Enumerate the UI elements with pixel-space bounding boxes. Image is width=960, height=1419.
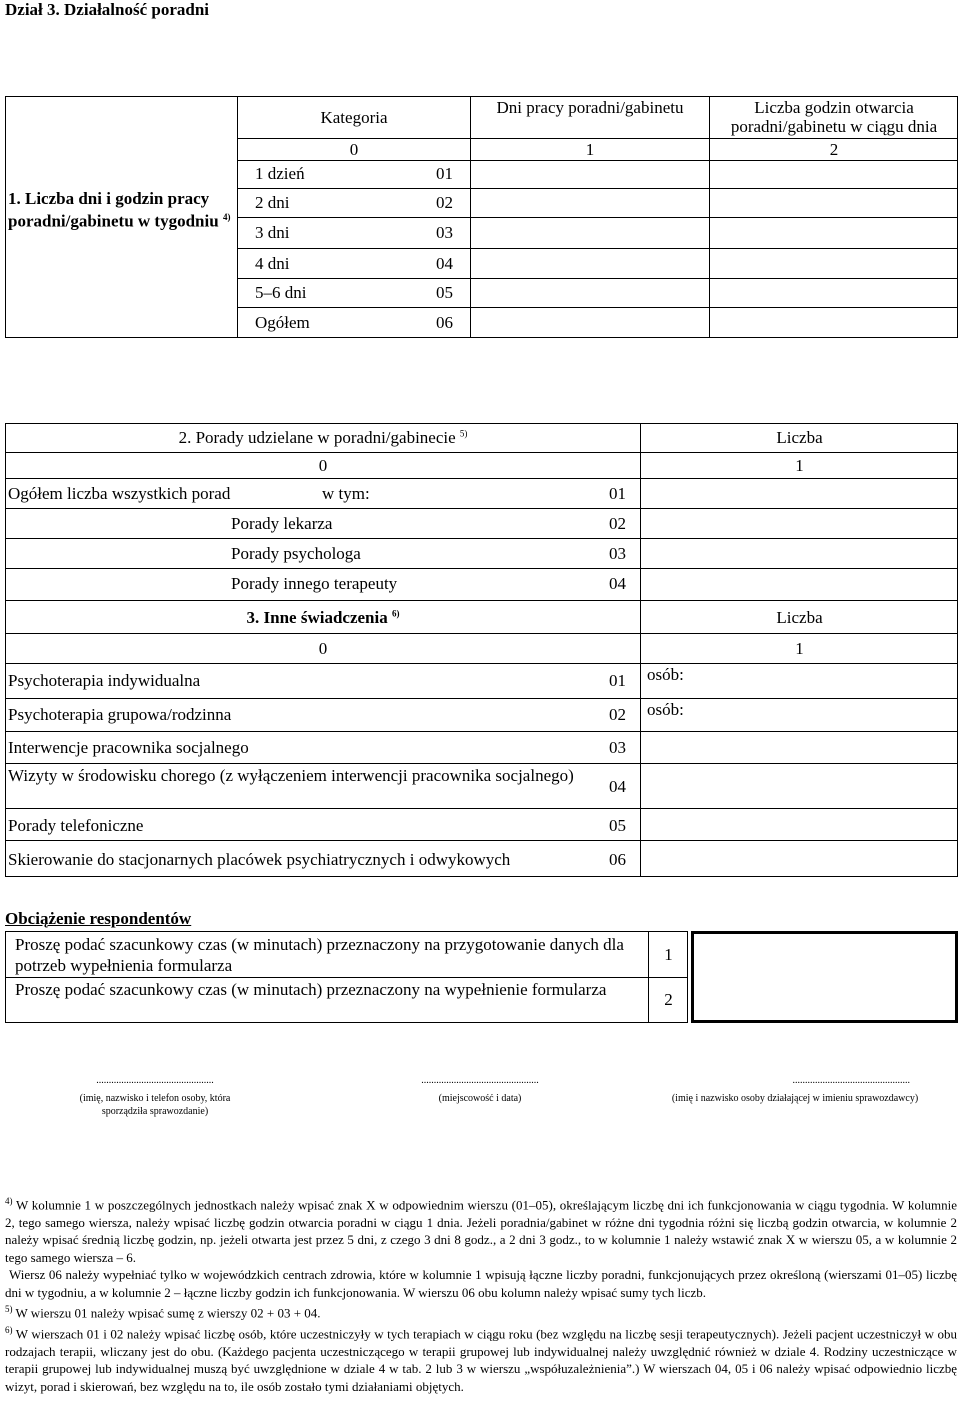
footnote: $^{5)}$ W wierszu 01 należy wpisać sumę z wierszy 02 + 03 + 04. (5, 1304, 321, 1321)
row-code: 04 (609, 574, 626, 593)
signature-line: ............................................... (421, 1075, 539, 1086)
col-number-1: 1 (795, 456, 804, 475)
burden-row-label: Proszę podać szacunkowy czas (w minutach) przeznaczony na wypełnienie formularza (15, 980, 607, 999)
row-wtym: w tym: (322, 484, 370, 503)
row-code: 06 (436, 313, 453, 332)
row-label: Ogółem liczba wszystkich porad (8, 484, 231, 503)
row-label: Porady telefoniczne (8, 816, 144, 835)
row-code: 04 (609, 777, 626, 796)
row-code: 02 (436, 193, 453, 212)
footnote: $^{4)}$ W kolumnie 1 w poszczególnych jednostkach należy wpisać znak X w odpowiednim wierszu (01–05), określającym liczbę dni ich funkcjonowania w ciągu tygodnia. W kolumnie 2, tego samego wiersza, należy wpisać liczbę godzin otwarcia poradni w ciągu 1 dnia. Jeżeli poradnia/gabinet w różne dni tygodnia różni się liczbą godzin otwarcia, w kolumnie 2 należy wpisać średnią liczbę godzin, np. jeżeli otwarta jest przez 5 dni, z czego 3 dni 8 godz., a 2 dni 3 godz., to w kolumnie 1 należy wstawić znak X w wierszu 05, a w kolumnie 2 tego samego wiersza – 6. (5, 1196, 957, 1265)
row-code: 03 (436, 223, 453, 242)
row-code: 02 (609, 705, 626, 724)
burden-title: Obciążenie respondentów (5, 909, 192, 928)
col-number-2: 2 (829, 140, 839, 159)
row-label: Interwencje pracownika socjalnego (8, 738, 249, 757)
col-number-0: 0 (318, 639, 328, 658)
signature-representative[interactable] (640, 1075, 950, 1105)
section1-title: 1. Liczba dni i godzin pracy poradni/gabinetu w tygodniu $^{4)}$ (8, 189, 231, 231)
row-code: 05 (609, 816, 626, 835)
col-number-0: 0 (349, 140, 359, 159)
row-code: 06 (609, 850, 626, 869)
signature-caption: (miejscowość i data) (438, 1093, 522, 1104)
row-label: Skierowanie do stacjonarnych placówek psychiatrycznych i odwykowych (8, 850, 511, 869)
row-code: 01 (436, 164, 453, 183)
signature-caption: (imię, nazwisko i telefon osoby, która sporządziła sprawozdanie) (79, 1093, 231, 1117)
signature-line: ............................................... (96, 1075, 214, 1086)
burden-row-code: 1 (664, 945, 673, 964)
footnote: Wiersz 06 należy wypełniać tylko w wojewódzkich centrach zdrowia, które w kolumnie 1 wpisują łączne liczby poradni, funkcjonujących przez określoną (wierszami 01–05) liczbę dni w tygodniu, a w kolumnie 2 – łączne liczby godzin ich funkcjonowania. W wierszu 06 obu kolumn należy wpisać sumy tych liczb. (5, 1267, 957, 1300)
section-title: Dział 3. Działalność poradni (5, 0, 210, 19)
row-label: 5–6 dni (255, 283, 307, 302)
row-label: Psychoterapia indywidualna (8, 671, 201, 690)
burden-row-label: Proszę podać szacunkowy czas (w minutach) przeznaczony na przygotowanie danych dla potrzeb wypełnienia formularza (15, 935, 624, 975)
porady-liczba-input-cells[interactable] (641, 479, 958, 600)
signature-preparer[interactable] (30, 1075, 280, 1118)
col-dni-pracy: Dni pracy poradni/gabinetu (496, 98, 684, 117)
section2-title: 2. Porady udzielane w poradni/gabinecie $^{5)}$ (178, 428, 468, 447)
row-code: 04 (436, 254, 453, 273)
osob-label: osób: (647, 700, 684, 719)
footnote: $^{6)}$ W wierszach 01 i 02 należy wpisać liczbę osób, które uczestniczyły w tych terapiach w ciągu roku (bez względu na liczbę sesji terapeutycznych). Jeżeli pacjent uczestniczył w obu rodzajach terapii, wliczany jest do obu. (Każdego pacjenta uczestniczącego w terapii grupowej lub indywidualnej należy uwzględnić również w dziale 4. Rodziny uczestniczące w terapii grupowej lub indywidualnej muszą być uwzględnione w dziale 4 w tab. 2 lub 3 w wierszu „współuzależnienia”.) W wierszach 04, 05 i 06 należy wpisać odpowiednio liczbę wizyt, porad i skierowań, bez względu na to, ile osób zostało tymi działaniami objętych. (5, 1325, 958, 1394)
swiadczenia-liczba-input-cells[interactable] (641, 664, 958, 876)
row-label: 3 dni (255, 223, 290, 242)
section3-title: 3. Inne świadczenia $^{6)}$ (246, 608, 400, 627)
footnotes (5, 1193, 957, 1395)
col-liczba-godzin: Liczba godzin otwarcia poradni/gabinetu w ciągu dnia (730, 98, 938, 136)
col-number-1: 1 (585, 140, 595, 159)
col-kategoria: Kategoria (320, 108, 388, 127)
row-code: 03 (609, 544, 626, 563)
row-code: 03 (609, 738, 626, 757)
burden-row-code: 2 (664, 990, 673, 1009)
col-number-1: 1 (795, 639, 804, 658)
liczba-godzin-input-cells[interactable] (710, 161, 958, 337)
row-label: 4 dni (255, 254, 290, 273)
row-label: Wizyty w środowisku chorego (z wyłączeniem interwencji pracownika socjalnego) (8, 766, 574, 785)
signature-place-date[interactable] (380, 1075, 580, 1105)
osob-label: osób: (647, 665, 684, 684)
signature-caption: (imię i nazwisko osoby działającej w imieniu sprawozdawcy) (671, 1093, 919, 1104)
row-label: 1 dzień (255, 164, 305, 183)
col-liczba: Liczba (776, 428, 823, 447)
row-label: Porady innego terapeuty (231, 574, 398, 593)
col-number-0: 0 (318, 456, 328, 475)
row-label: Porady psychologa (231, 544, 361, 563)
row-code: 02 (609, 514, 626, 533)
signature-line: ............................................... (792, 1075, 910, 1086)
row-code: 05 (436, 283, 453, 302)
dni-pracy-input-cells[interactable] (471, 161, 709, 337)
row-label: Ogółem (255, 313, 310, 332)
burden-input-box[interactable] (691, 931, 958, 1023)
col-liczba: Liczba (776, 608, 823, 627)
row-code: 01 (609, 484, 626, 503)
row-label: 2 dni (255, 193, 290, 212)
row-code: 01 (609, 671, 626, 690)
row-label: Porady lekarza (231, 514, 333, 533)
row-label: Psychoterapia grupowa/rodzinna (8, 705, 232, 724)
